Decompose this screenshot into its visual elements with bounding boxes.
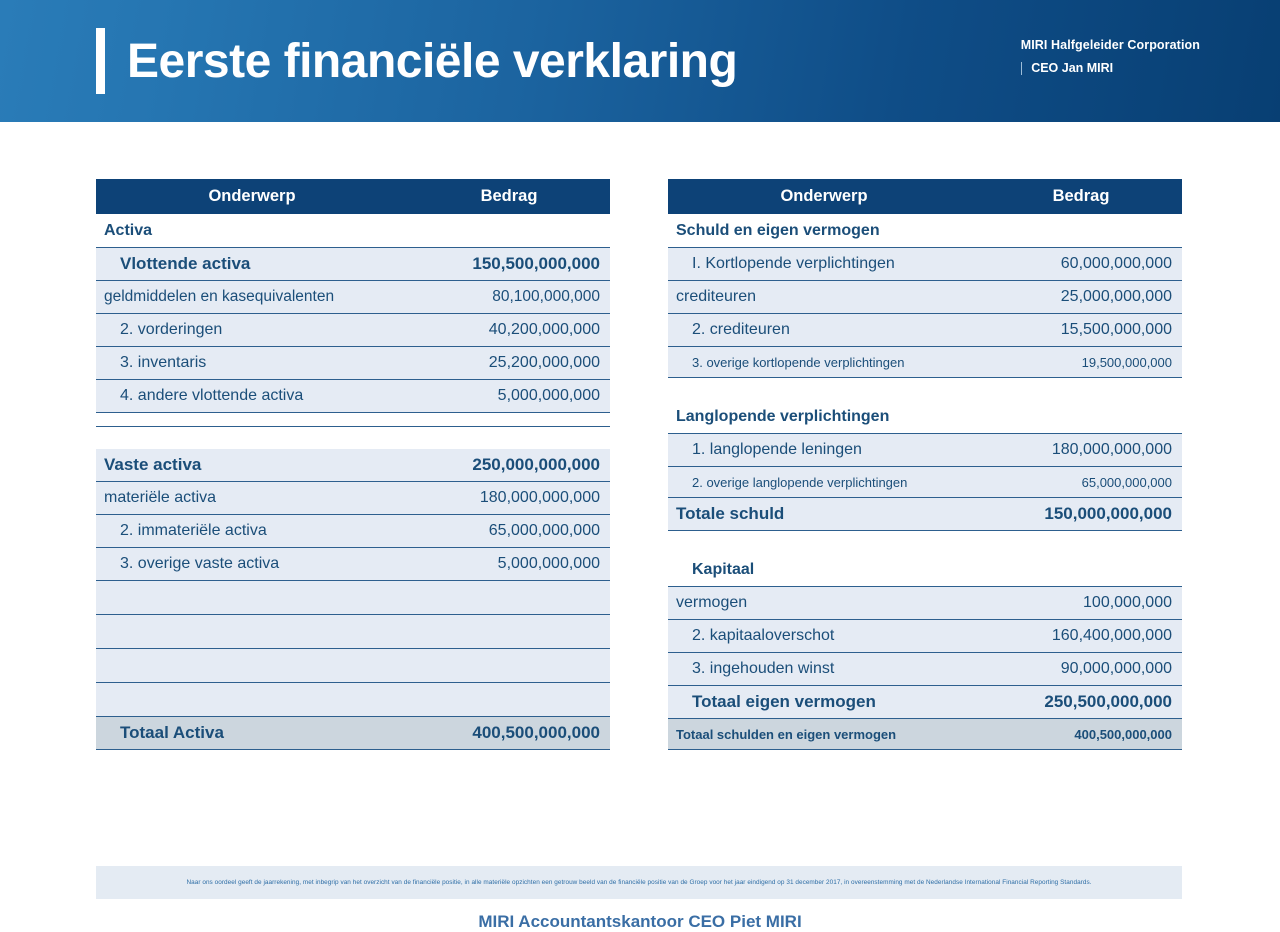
- column-header-amount: Bedrag: [1052, 187, 1110, 205]
- column-header-subject: Onderwerp: [780, 187, 868, 205]
- row-value: 400,500,000,000: [1074, 726, 1172, 742]
- row-label: 3. inventaris: [120, 354, 207, 371]
- row-label: 3. overige kortlopende verplichtingen: [692, 354, 905, 370]
- row-label: geldmiddelen en kasequivalenten: [104, 288, 335, 305]
- table-row: [96, 581, 610, 615]
- row-value: 180,000,000,000: [479, 489, 600, 506]
- table-row: [668, 620, 1182, 653]
- row-value: 25,000,000,000: [1060, 288, 1172, 305]
- disclaimer-text: Naar ons oordeel geeft de jaarrekening, met inbegrip van het overzicht van de financiële positie, in alle materiële opzichten een getrouw beeld van de financiële positie van de Groep voor het jaar eindigend op 31 december 2017, in overeenstemming met de Nederlandse International Financial Reporting Standards.: [186, 879, 1092, 886]
- table-row: [668, 248, 1182, 281]
- table-row: [96, 314, 610, 347]
- table-liabilities-equity: [668, 179, 1182, 750]
- table-row: [668, 347, 1182, 378]
- table-row: [96, 214, 610, 248]
- row-label: Kapitaal: [692, 560, 755, 578]
- column-header-subject: Onderwerp: [208, 187, 296, 205]
- table-row: [96, 347, 610, 380]
- row-label: materiële activa: [104, 489, 217, 506]
- table-row: [96, 615, 610, 649]
- table-row: [96, 248, 610, 281]
- row-label: I. Kortlopende verplichtingen: [692, 255, 895, 272]
- ceo-name: CEO Jan MIRI: [1031, 61, 1114, 75]
- row-label: 2. overige langlopende verplichtingen: [692, 474, 908, 490]
- header-company-block: [1021, 38, 1200, 75]
- table-row: [668, 653, 1182, 686]
- row-label: Totaal eigen vermogen: [692, 692, 876, 711]
- table-row: [668, 400, 1182, 434]
- vertical-tick-icon: [1021, 62, 1023, 75]
- table-row: [96, 649, 610, 683]
- disclaimer-bar: [96, 866, 1182, 899]
- table-row: [96, 427, 610, 449]
- table-row: [668, 434, 1182, 467]
- row-value: 25,200,000,000: [488, 354, 600, 371]
- row-label: Totaal schulden en eigen vermogen: [676, 726, 897, 742]
- row-label: 4. andere vlottende activa: [120, 387, 304, 404]
- company-name: MIRI Halfgeleider Corporation: [1020, 38, 1200, 52]
- table-body: [668, 214, 1182, 750]
- row-value: 19,500,000,000: [1081, 354, 1172, 370]
- table-row: [96, 482, 610, 515]
- row-value: 80,100,000,000: [492, 288, 600, 305]
- table-row: [96, 717, 610, 750]
- table-header-row: [668, 179, 1182, 214]
- table-header-row: [96, 179, 610, 214]
- row-label: 2. kapitaaloverschot: [692, 627, 835, 644]
- row-label: 3. overige vaste activa: [120, 555, 280, 572]
- page-title: Eerste financiële verklaring: [127, 34, 738, 88]
- row-value: 250,500,000,000: [1044, 692, 1172, 711]
- row-value: 5,000,000,000: [497, 555, 600, 572]
- table-row: [668, 378, 1182, 400]
- row-label: Vlottende activa: [120, 254, 251, 273]
- table-row: [668, 553, 1182, 587]
- row-value: 250,000,000,000: [472, 455, 600, 474]
- table-row: [668, 587, 1182, 620]
- row-value: 5,000,000,000: [497, 387, 600, 404]
- row-label: Activa: [104, 221, 153, 239]
- row-label: 1. langlopende leningen: [692, 441, 862, 458]
- table-row: [96, 449, 610, 482]
- title-group: [96, 28, 737, 94]
- row-label: crediteuren: [676, 288, 757, 305]
- auditor-signature: MIRI Accountantskantoor CEO Piet MIRI: [478, 912, 802, 931]
- row-value: 65,000,000,000: [488, 522, 600, 539]
- row-value: 400,500,000,000: [472, 723, 600, 742]
- row-value: 150,000,000,000: [1044, 504, 1172, 523]
- ceo-line: [1021, 61, 1200, 75]
- row-label: 2. immateriële activa: [120, 522, 267, 539]
- table-row: [668, 281, 1182, 314]
- row-value: 160,400,000,000: [1051, 627, 1172, 644]
- row-value: 100,000,000: [1083, 594, 1172, 611]
- row-label: 3. ingehouden winst: [692, 660, 835, 677]
- row-label: Totaal Activa: [120, 723, 224, 742]
- page-header: [0, 0, 1280, 122]
- statement-body: [0, 122, 1280, 931]
- table-body: [96, 214, 610, 750]
- row-value: 40,200,000,000: [488, 321, 600, 338]
- table-row: [668, 214, 1182, 248]
- row-label: 2. vorderingen: [120, 321, 223, 338]
- table-row: [96, 548, 610, 581]
- table-row: [668, 314, 1182, 347]
- row-label: Totale schuld: [676, 504, 785, 523]
- row-value: 65,000,000,000: [1081, 474, 1172, 490]
- row-value: 90,000,000,000: [1060, 660, 1172, 677]
- table-row: [96, 380, 610, 413]
- row-value: 15,500,000,000: [1060, 321, 1172, 338]
- table-assets: [96, 179, 610, 750]
- table-row: [668, 531, 1182, 553]
- row-value: 180,000,000,000: [1051, 441, 1172, 458]
- table-row: [96, 281, 610, 314]
- table-row: [668, 686, 1182, 719]
- table-row: [96, 683, 610, 717]
- row-label: 2. crediteuren: [692, 321, 790, 338]
- table-row: [668, 719, 1182, 750]
- column-header-amount: Bedrag: [480, 187, 538, 205]
- table-row: [668, 467, 1182, 498]
- table-row: [96, 413, 610, 427]
- table-row: [96, 515, 610, 548]
- title-accent-bar: [96, 28, 105, 94]
- row-label: vermogen: [676, 594, 748, 611]
- row-value: 150,500,000,000: [472, 254, 600, 273]
- table-row: [668, 498, 1182, 531]
- row-label: Langlopende verplichtingen: [676, 407, 890, 425]
- row-value: 60,000,000,000: [1060, 255, 1172, 272]
- row-label: Schuld en eigen vermogen: [676, 221, 880, 239]
- row-label: Vaste activa: [104, 455, 202, 474]
